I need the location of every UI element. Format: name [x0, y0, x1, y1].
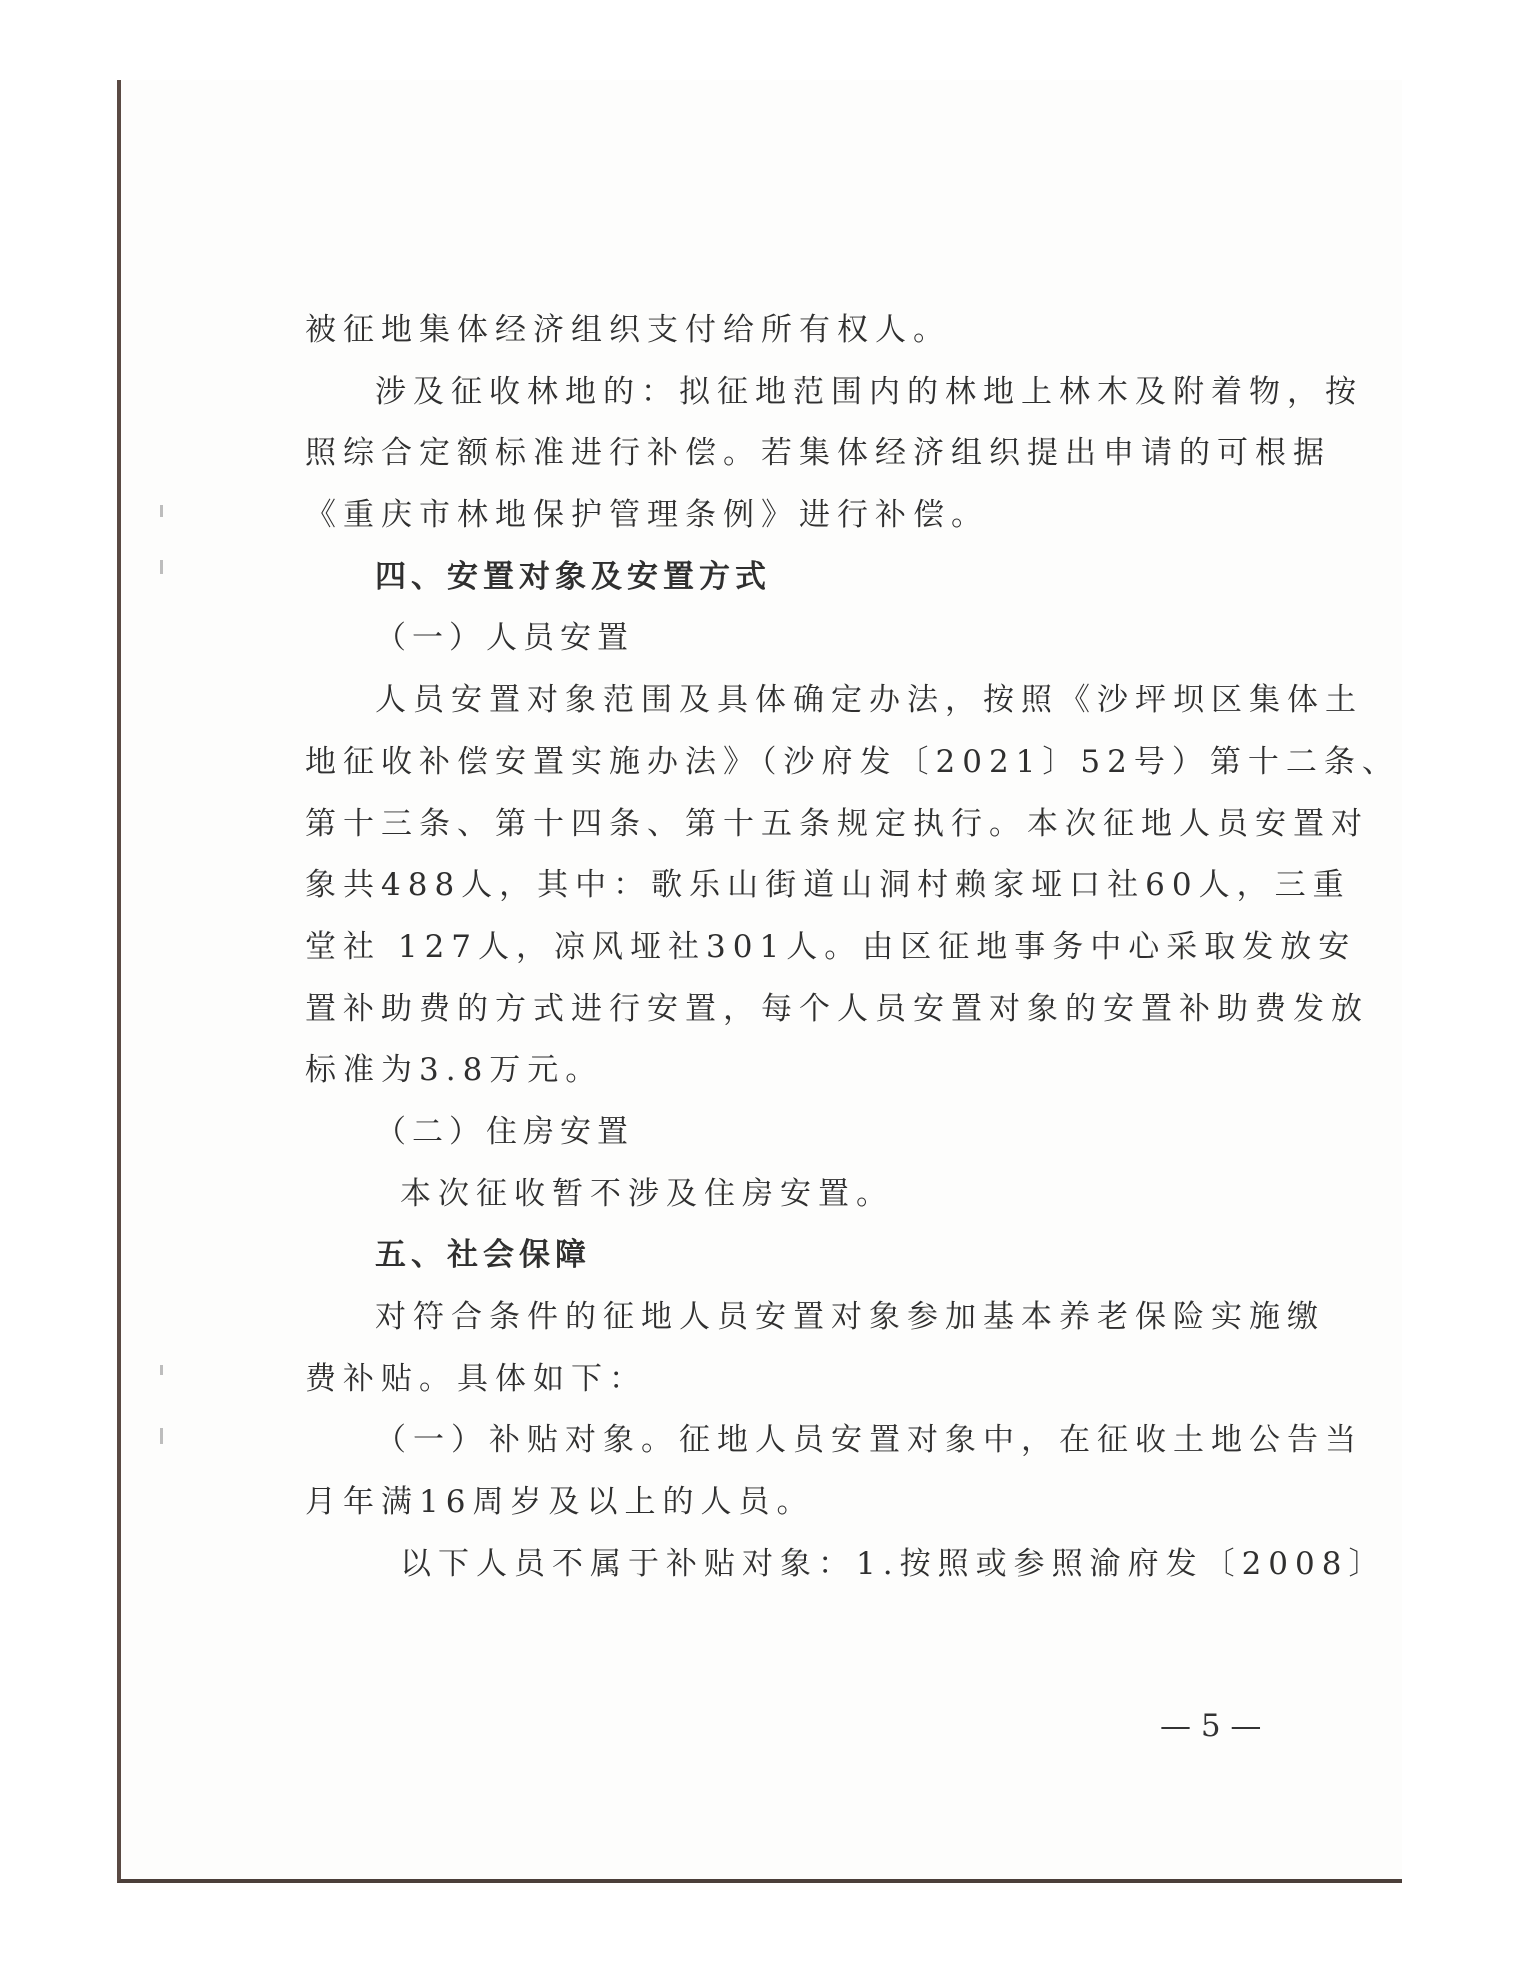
paragraph-line: 象共488人，其中：歌乐山街道山洞村赖家垭口社60人，三重	[305, 867, 1351, 904]
paragraph-line: 《重庆市林地保护管理条例》进行补偿。	[305, 497, 989, 534]
section-heading: 五、社会保障	[375, 1237, 591, 1274]
paragraph-line: （一）补贴对象。征地人员安置对象中，在征收土地公告当	[375, 1422, 1363, 1459]
paragraph-line: 月年满16周岁及以上的人员。	[305, 1484, 815, 1521]
paragraph-line: 照综合定额标准进行补偿。若集体经济组织提出申请的可根据	[305, 435, 1331, 472]
paragraph-line: 对符合条件的征地人员安置对象参加基本养老保险实施缴	[375, 1299, 1325, 1335]
subsection-heading: （二）住房安置	[375, 1113, 634, 1150]
paragraph-line: 费补贴。具体如下：	[305, 1360, 647, 1397]
document-body	[305, 300, 1400, 1595]
paragraph-line: 第十三条、第十四条、第十五条规定执行。本次征地人员安置对	[305, 805, 1369, 842]
scan-mark-1	[160, 505, 163, 517]
paragraph-line: 地征收补偿安置实施办法》（沙府发〔2021〕52号）第十二条、	[305, 743, 1400, 780]
paragraph-line: 以下人员不属于补贴对象：1.按照或参照渝府发〔2008〕	[400, 1545, 1387, 1582]
page-number: — 5 —	[1160, 1708, 1262, 1744]
paragraph-line: 标准为3.8万元。	[305, 1052, 604, 1089]
paragraph-line: 堂社 127人，凉风垭社301人。由区征地事务中心采取发放安	[305, 928, 1357, 965]
scan-mark-3	[160, 1365, 163, 1375]
paragraph-line: 本次征收暂不涉及住房安置。	[400, 1175, 894, 1212]
scan-mark-2	[160, 560, 163, 574]
paragraph-line: 置补助费的方式进行安置，每个人员安置对象的安置补助费发放	[305, 990, 1369, 1027]
paragraph-line: 涉及征收林地的：拟征地范围内的林地上林木及附着物，按	[375, 373, 1363, 410]
subsection-heading: （一）人员安置	[375, 620, 634, 657]
paragraph-line: 人员安置对象范围及具体确定办法，按照《沙坪坝区集体土	[375, 682, 1363, 719]
paragraph-line: 被征地集体经济组织支付给所有权人。	[305, 312, 951, 348]
section-heading: 四、安置对象及安置方式	[375, 558, 771, 595]
scan-mark-4	[160, 1428, 163, 1444]
